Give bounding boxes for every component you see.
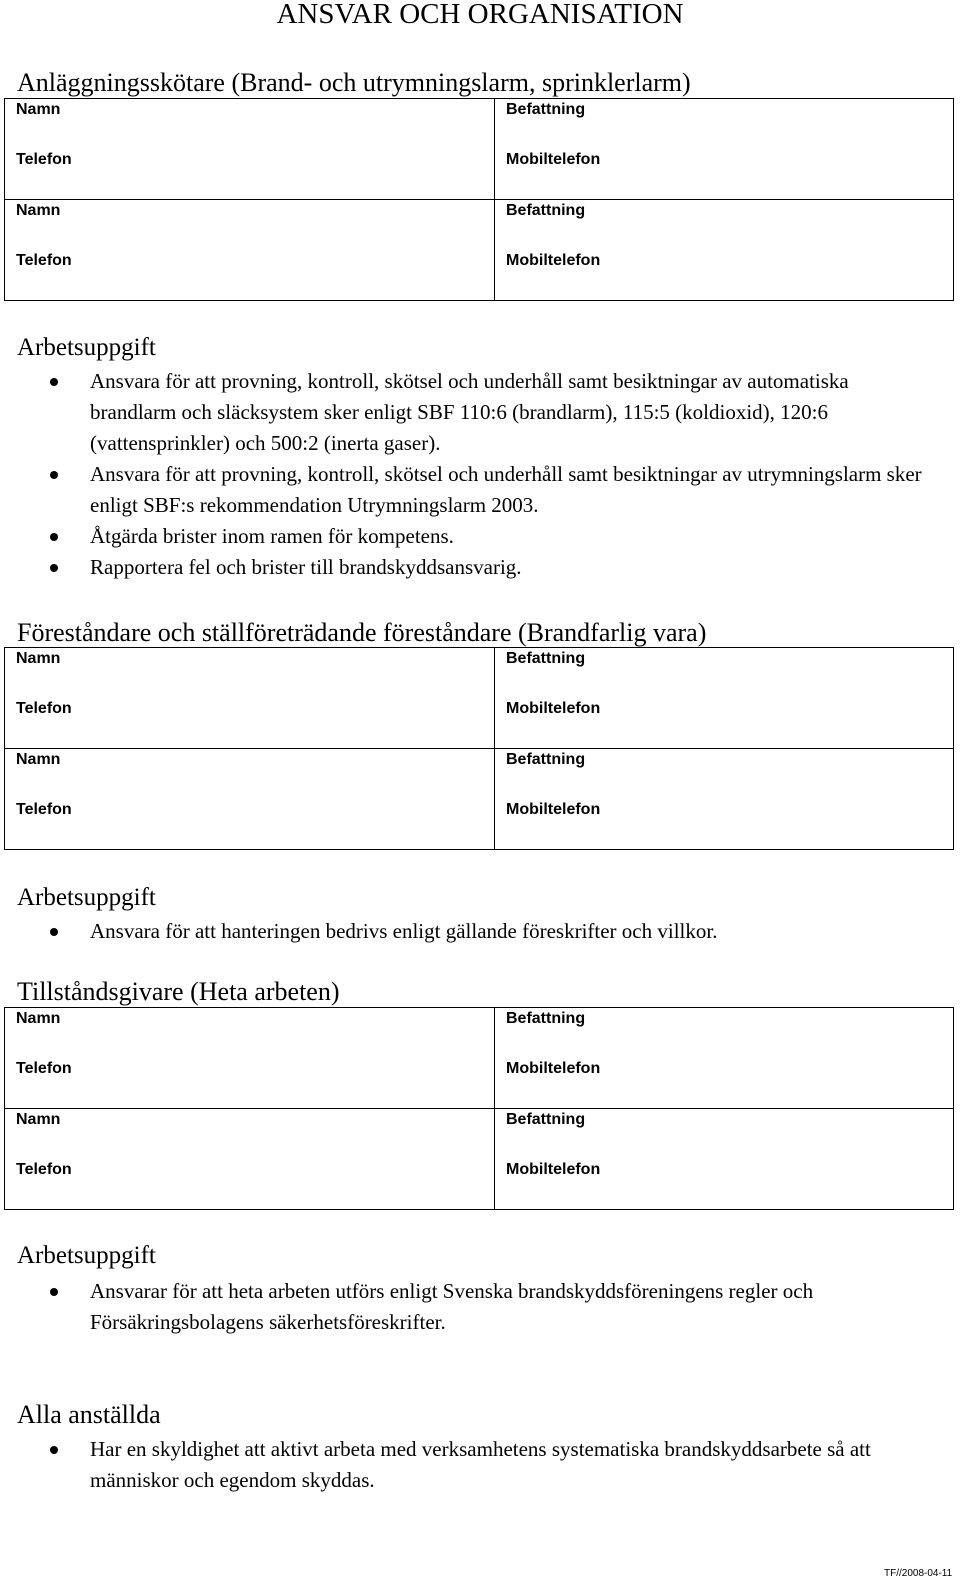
contact-form-table: [4, 647, 954, 850]
mobile-field[interactable]: [495, 149, 954, 200]
position-label: Befattning: [506, 1111, 586, 1128]
phone-label: Telefon: [16, 801, 72, 818]
mobile-label: Mobiltelefon: [506, 1060, 601, 1077]
name-label: Namn: [16, 1010, 61, 1027]
mobile-field[interactable]: [495, 698, 954, 749]
section-heading: Alla anställda: [17, 1400, 161, 1429]
name-label: Namn: [16, 101, 61, 118]
phone-label: Telefon: [16, 700, 72, 717]
contact-form-table: [4, 98, 954, 301]
phone-field[interactable]: [5, 799, 495, 850]
list-item: Rapportera fel och brister till brandskyddsansvarig.: [0, 552, 940, 583]
bullet-icon: [50, 564, 58, 572]
task-heading: Arbetsuppgift: [17, 1242, 156, 1269]
position-field[interactable]: [495, 1008, 954, 1059]
section-heading: Föreståndare och ställföreträdande föreståndare (Brandfarlig vara): [17, 618, 707, 647]
mobile-label: Mobiltelefon: [506, 151, 601, 168]
position-field[interactable]: [495, 1109, 954, 1160]
mobile-field[interactable]: [495, 250, 954, 301]
page-title: ANSVAR OCH ORGANISATION: [276, 0, 684, 30]
phone-field[interactable]: [5, 1058, 495, 1109]
bullet-icon: [50, 533, 58, 541]
phone-label: Telefon: [16, 1060, 72, 1077]
name-label: Namn: [16, 751, 61, 768]
position-field[interactable]: [495, 648, 954, 699]
name-field[interactable]: [5, 749, 495, 800]
phone-field[interactable]: [5, 149, 495, 200]
mobile-label: Mobiltelefon: [506, 252, 601, 269]
bullet-icon: [50, 378, 58, 386]
list-item: Har en skyldighet att aktivt arbeta med verksamhetens systematiska brandskyddsarbete så att människor och egendom skyddas.: [0, 1434, 940, 1496]
position-field[interactable]: [495, 749, 954, 800]
mobile-label: Mobiltelefon: [506, 1161, 601, 1178]
contact-form-table: [4, 1007, 954, 1210]
document-footer: TF//2008-04-11: [884, 1568, 953, 1579]
name-label: Namn: [16, 650, 61, 667]
bullet-icon: [50, 928, 58, 936]
task-heading: Arbetsuppgift: [17, 884, 156, 911]
list-item: Ansvara för att provning, kontroll, skötsel och underhåll samt besiktningar av utrymningslarm sker enligt SBF:s rekommendation Utrymningslarm 2003.: [0, 459, 940, 521]
name-field[interactable]: [5, 648, 495, 699]
mobile-label: Mobiltelefon: [506, 801, 601, 818]
section-heading: Anläggningsskötare (Brand- och utrymningslarm, sprinklerlarm): [17, 68, 691, 97]
section-heading: Tillståndsgivare (Heta arbeten): [17, 977, 340, 1006]
list-item: Åtgärda brister inom ramen för kompetens.: [0, 521, 940, 552]
name-field[interactable]: [5, 99, 495, 150]
phone-field[interactable]: [5, 698, 495, 749]
mobile-field[interactable]: [495, 1159, 954, 1210]
position-label: Befattning: [506, 101, 586, 118]
phone-field[interactable]: [5, 250, 495, 301]
list-item: Ansvara för att provning, kontroll, skötsel och underhåll samt besiktningar av automatiska brandlarm och släcksystem sker enligt SBF 110:6 (brandlarm), 115:5 (koldioxid), 120:6 (vattensprinkler) och 500:2 (inerta gaser).: [0, 366, 940, 459]
bullet-icon: [50, 471, 58, 479]
name-field[interactable]: [5, 200, 495, 251]
position-label: Befattning: [506, 751, 586, 768]
task-list: [0, 1276, 940, 1338]
mobile-field[interactable]: [495, 799, 954, 850]
position-label: Befattning: [506, 202, 586, 219]
position-field[interactable]: [495, 99, 954, 150]
task-list: [0, 366, 940, 583]
position-label: Befattning: [506, 650, 586, 667]
position-label: Befattning: [506, 1010, 586, 1027]
position-field[interactable]: [495, 200, 954, 251]
name-field[interactable]: [5, 1008, 495, 1059]
list-item: Ansvara för att hanteringen bedrivs enligt gällande föreskrifter och villkor.: [0, 916, 940, 947]
name-label: Namn: [16, 1111, 61, 1128]
task-heading: Arbetsuppgift: [17, 334, 156, 361]
phone-label: Telefon: [16, 252, 72, 269]
name-label: Namn: [16, 202, 61, 219]
phone-field[interactable]: [5, 1159, 495, 1210]
bullet-icon: [50, 1288, 58, 1296]
mobile-field[interactable]: [495, 1058, 954, 1109]
phone-label: Telefon: [16, 151, 72, 168]
task-list: [0, 1434, 940, 1496]
phone-label: Telefon: [16, 1161, 72, 1178]
task-list: [0, 916, 940, 947]
list-item: Ansvarar för att heta arbeten utförs enligt Svenska brandskyddsföreningens regler och Försäkringsbolagens säkerhetsföreskrifter.: [0, 1276, 940, 1338]
mobile-label: Mobiltelefon: [506, 700, 601, 717]
name-field[interactable]: [5, 1109, 495, 1160]
bullet-icon: [50, 1446, 58, 1454]
